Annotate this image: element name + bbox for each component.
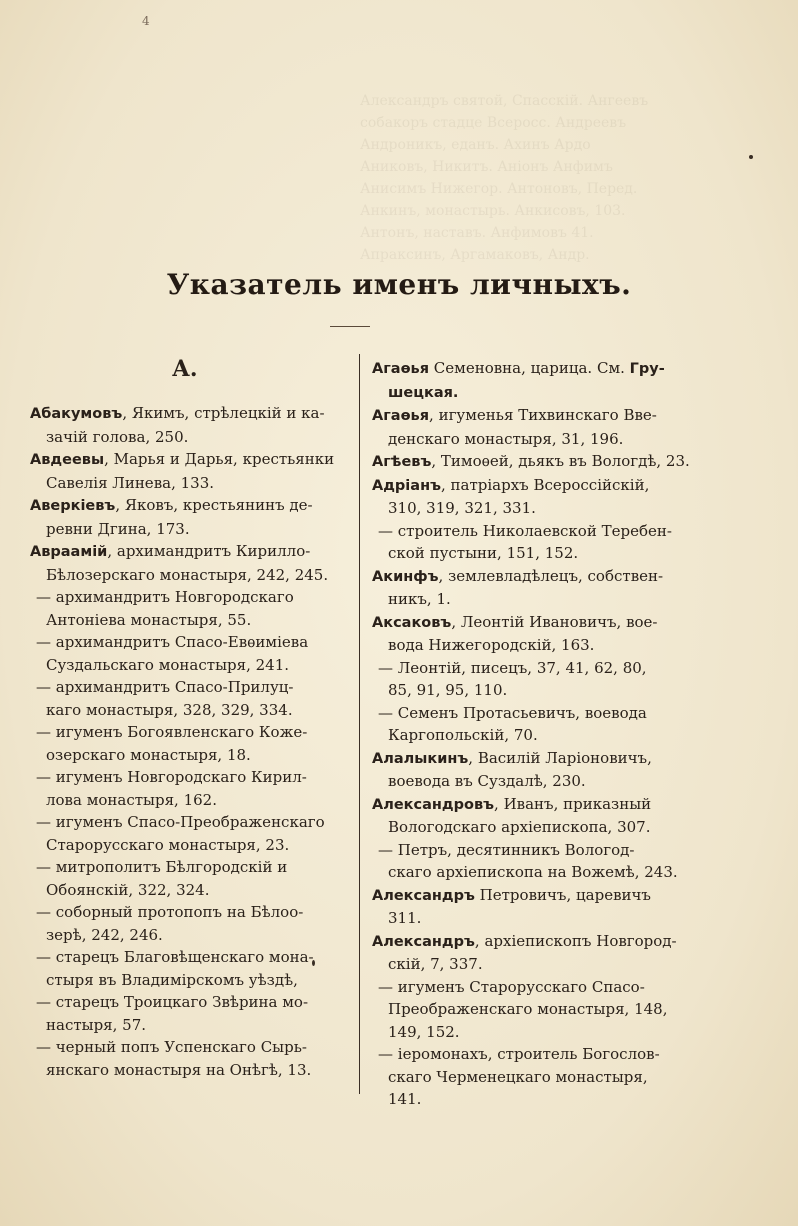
index-entry: Абакумовъ, Якимъ, стрѣлецкій и ка- зачій голова, 250.	[30, 404, 325, 446]
index-entry: Агаѳья Семеновна, царица. См. Гру- шецкая.	[372, 359, 665, 401]
index-entry: Агѣевъ, Тимоѳей, дьякъ въ Вологдѣ, 23.	[372, 452, 690, 470]
left-column	[30, 402, 348, 1081]
index-subentry: — старецъ Благовѣщенскаго мона- стыря въ Владимірскомъ уѣздѣ,	[36, 948, 314, 989]
index-subentry: — архимандритъ Новгородскаго Антоніева монастыря, 55.	[36, 588, 294, 629]
index-entry: Акинфъ, землевладѣлецъ, собствен- никъ, 1.	[372, 566, 664, 608]
index-entry: Аверкіевъ, Яковъ, крестьянинъ де- ревни Дгина, 173.	[30, 496, 313, 538]
index-subentry: — архимандритъ Спасо-Евѳиміева Суздальскаго монастыря, 241.	[36, 633, 309, 674]
index-subentry: — игуменъ Богоявленскаго Коже- озерскаго монастыря, 18.	[36, 723, 308, 764]
column-divider	[359, 354, 360, 1094]
index-subentry: — іеромонахъ, строитель Богослов- скаго Черменецкаго монастыря, 141.	[378, 1045, 660, 1108]
ink-speck	[749, 155, 753, 159]
index-entry: Авдеевы, Марья и Дарья, крестьянки Савелія Линева, 133.	[30, 450, 335, 492]
index-subentry: — строитель Николаевской Теребен- ской пустыни, 151, 152.	[378, 521, 672, 562]
corner-mark: 4	[142, 14, 150, 28]
index-subentry: — архимандритъ Спасо-Прилуц- каго монастыря, 328, 329, 334.	[36, 678, 294, 719]
index-subentry: — Леонтій, писецъ, 37, 41, 62, 80, 85, 91, 95, 110.	[378, 658, 647, 699]
index-subentry: — игуменъ Спасо-Преображенскаго Старорусскаго монастыря, 23.	[36, 813, 325, 854]
index-entry: Адріанъ, патріархъ Всероссійскій, 310, 319, 321, 331.	[372, 475, 650, 517]
index-subentry: — игуменъ Старорусскаго Спасо- Преображенскаго монастыря, 148, 149, 152.	[378, 977, 668, 1041]
index-subentry: — черный попъ Успенскаго Сырь- янскаго монастыря на Онѣгѣ, 13.	[36, 1038, 312, 1079]
page-title: Указатель именъ личныхъ.	[166, 268, 632, 301]
bleed-through-text: Александръ святой, Спасскій. Ангеевъ собакоръ стадце Всеросс. Андреевъ Андроникъ, еданъ. Ахинъ Ардо Аниковъ, Никитъ. Аніонъ Анфимъ Анисимъ Нижегор. Антоновъ, Перед. Анкинъ, монастырь. Анкисовъ, 103. Антонъ, наставъ. Анфимовъ 41. Апраксинъ, Аргамаковъ, Андр.	[360, 93, 649, 263]
index-subentry: — Семенъ Протасьевичъ, воевода Каргопольскій, 70.	[378, 703, 647, 744]
title-rule	[330, 326, 370, 327]
index-entry: Алалыкинъ, Василій Ларіоновичъ, воевода въ Суздалѣ, 230.	[372, 748, 652, 790]
index-subentry: — Петръ, десятинникъ Вологод- скаго архіепископа на Вожемѣ, 243.	[378, 840, 678, 881]
index-subentry: — игуменъ Новгородскаго Кирил- лова монастыря, 162.	[36, 768, 307, 809]
section-letter: А.	[172, 356, 198, 382]
right-column	[372, 357, 694, 1111]
index-subentry: — старецъ Троицкаго Звѣрина мо- настыря, 57.	[36, 993, 309, 1034]
index-subentry: — соборный протопопъ на Бѣлоо- зерѣ, 242, 246.	[36, 903, 304, 944]
index-entry: Александровъ, Иванъ, приказный Вологодскаго архіепископа, 307.	[372, 794, 652, 836]
index-entry: Александръ, архіепископъ Новгород- скій, 7, 337.	[372, 931, 677, 973]
index-entry: Агаѳья, игуменья Тихвинскаго Вве- денскаго монастыря, 31, 196.	[372, 406, 657, 448]
index-entry: Авраамій, архимандритъ Кирилло- Бѣлозерскаго монастыря, 242, 245.	[30, 542, 329, 584]
index-entry: Аксаковъ, Леонтій Ивановичъ, вое- вода Нижегородскій, 163.	[372, 612, 658, 654]
index-subentry: — митрополитъ Бѣлгородскій и Обоянскій, 322, 324.	[36, 858, 288, 899]
index-entry: Александръ Петровичъ, царевичъ 311.	[372, 885, 651, 927]
